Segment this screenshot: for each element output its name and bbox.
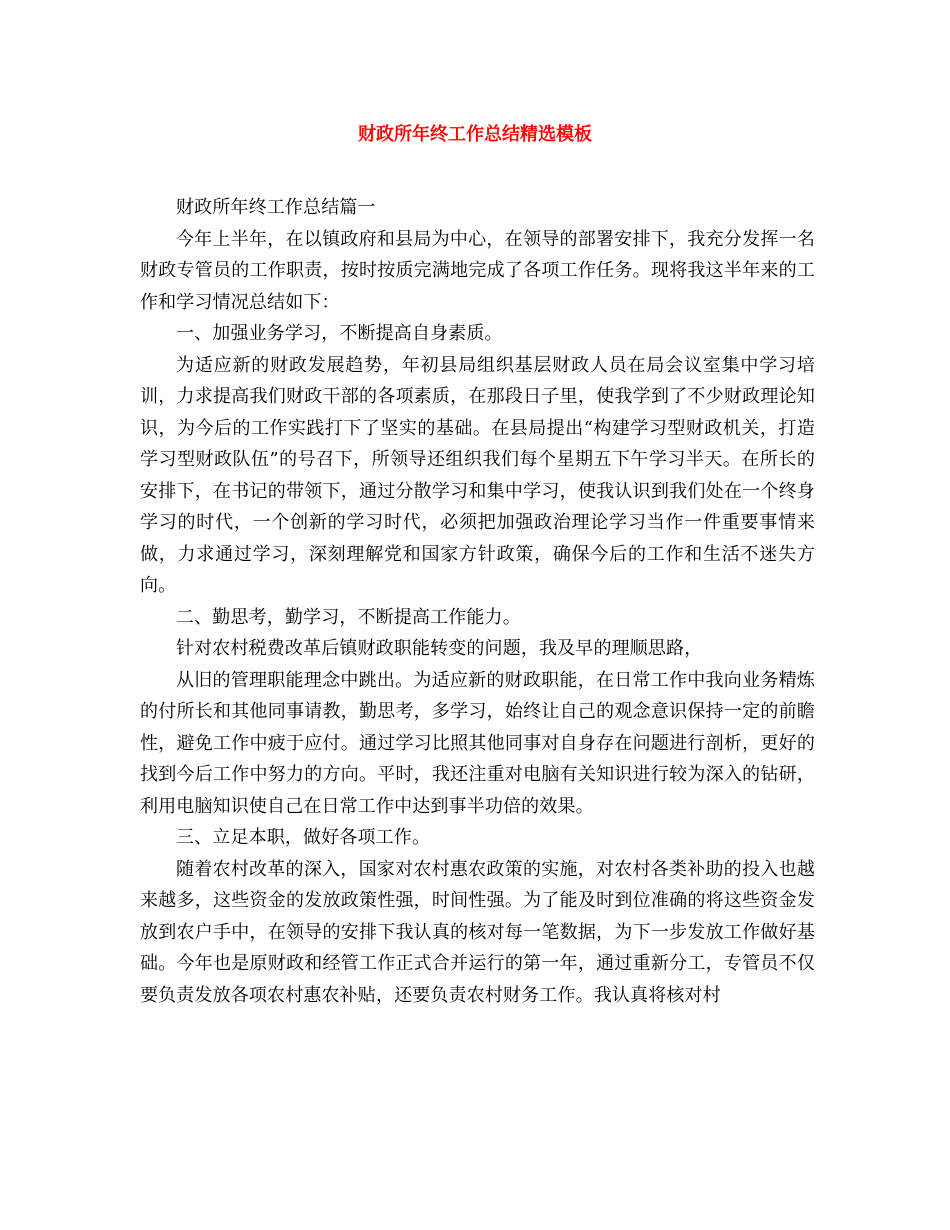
study-paragraph: 为适应新的财政发展趋势，年初县局组织基层财政人员在局会议室集中学习培训，力求提高我们财政干部的各项素质，在那段日子里，使我学到了不少财政理论知识，为今后的工作实践打下了坚实的基础。在县局提出“构建学习型财政机关，打造学习型财政队伍”的号召下，所领导还组织我们每个星期五下午学习半天。在所长的安排下，在书记的带领下，通过分散学习和集中学习，使我认识到我们处在一个终身学习的时代，一个创新的学习时代，必须把加强政治理论学习当作一件重要事情来做，力求通过学习，深刻理解党和国家方针政策，确保今后的工作和生活不迷失方向。 (140, 354, 815, 596)
thinking-paragraph-2: 从旧的管理职能理念中跳出。为适应新的财政职能，在日常工作中我向业务精炼的付所长和其他同事请教，勤思考，多学习，始终让自己的观念意识保持一定的前瞻性，避免工作中疲于应付。通过学习比照其他同事对自身存在问题进行剖析，更好的找到今后工作中努力的方向。平时，我还注重对电脑有关知识进行较为深入的钻研，利用电脑知识使自己在日常工作中达到事半功倍的效果。 (140, 669, 815, 817)
heading-study: 一、加强业务学习，不断提高自身素质。 (176, 323, 503, 344)
heading-thinking: 二、勤思考，勤学习，不断提高工作能力。 (176, 606, 521, 628)
document-title: 财政所年终工作总结精选模板 (358, 124, 592, 145)
heading-duties: 三、立足本职，做好各项工作。 (176, 827, 431, 848)
document-body (140, 192, 815, 1011)
duties-paragraph: 随着农村改革的深入，国家对农村惠农政策的实施，对农村各类补助的投入也越来越多，这些资金的发放政策性强，时间性强。为了能及时到位准确的将这些资金发放到农户手中，在领导的安排下我认真的核对每一笔数据，为下一步发放工作做好基础。今年也是原财政和经管工作正式合并运行的第一年，通过重新分工，专管员不仅要负责发放各项农村惠农补贴，还要负责农村财务工作。我认真将核对村 (140, 858, 815, 1006)
thinking-paragraph-1: 针对农村税费改革后镇财政职能转变的问题，我及早的理顺思路， (176, 638, 703, 659)
intro-paragraph: 今年上半年，在以镇政府和县局为中心，在领导的部署安排下，我充分发挥一名财政专管员的工作职责，按时按质完满地完成了各项工作任务。现将我这半年来的工作和学习情况总结如下： (140, 228, 815, 313)
section-heading-part-one: 财政所年终工作总结篇一 (176, 197, 376, 218)
